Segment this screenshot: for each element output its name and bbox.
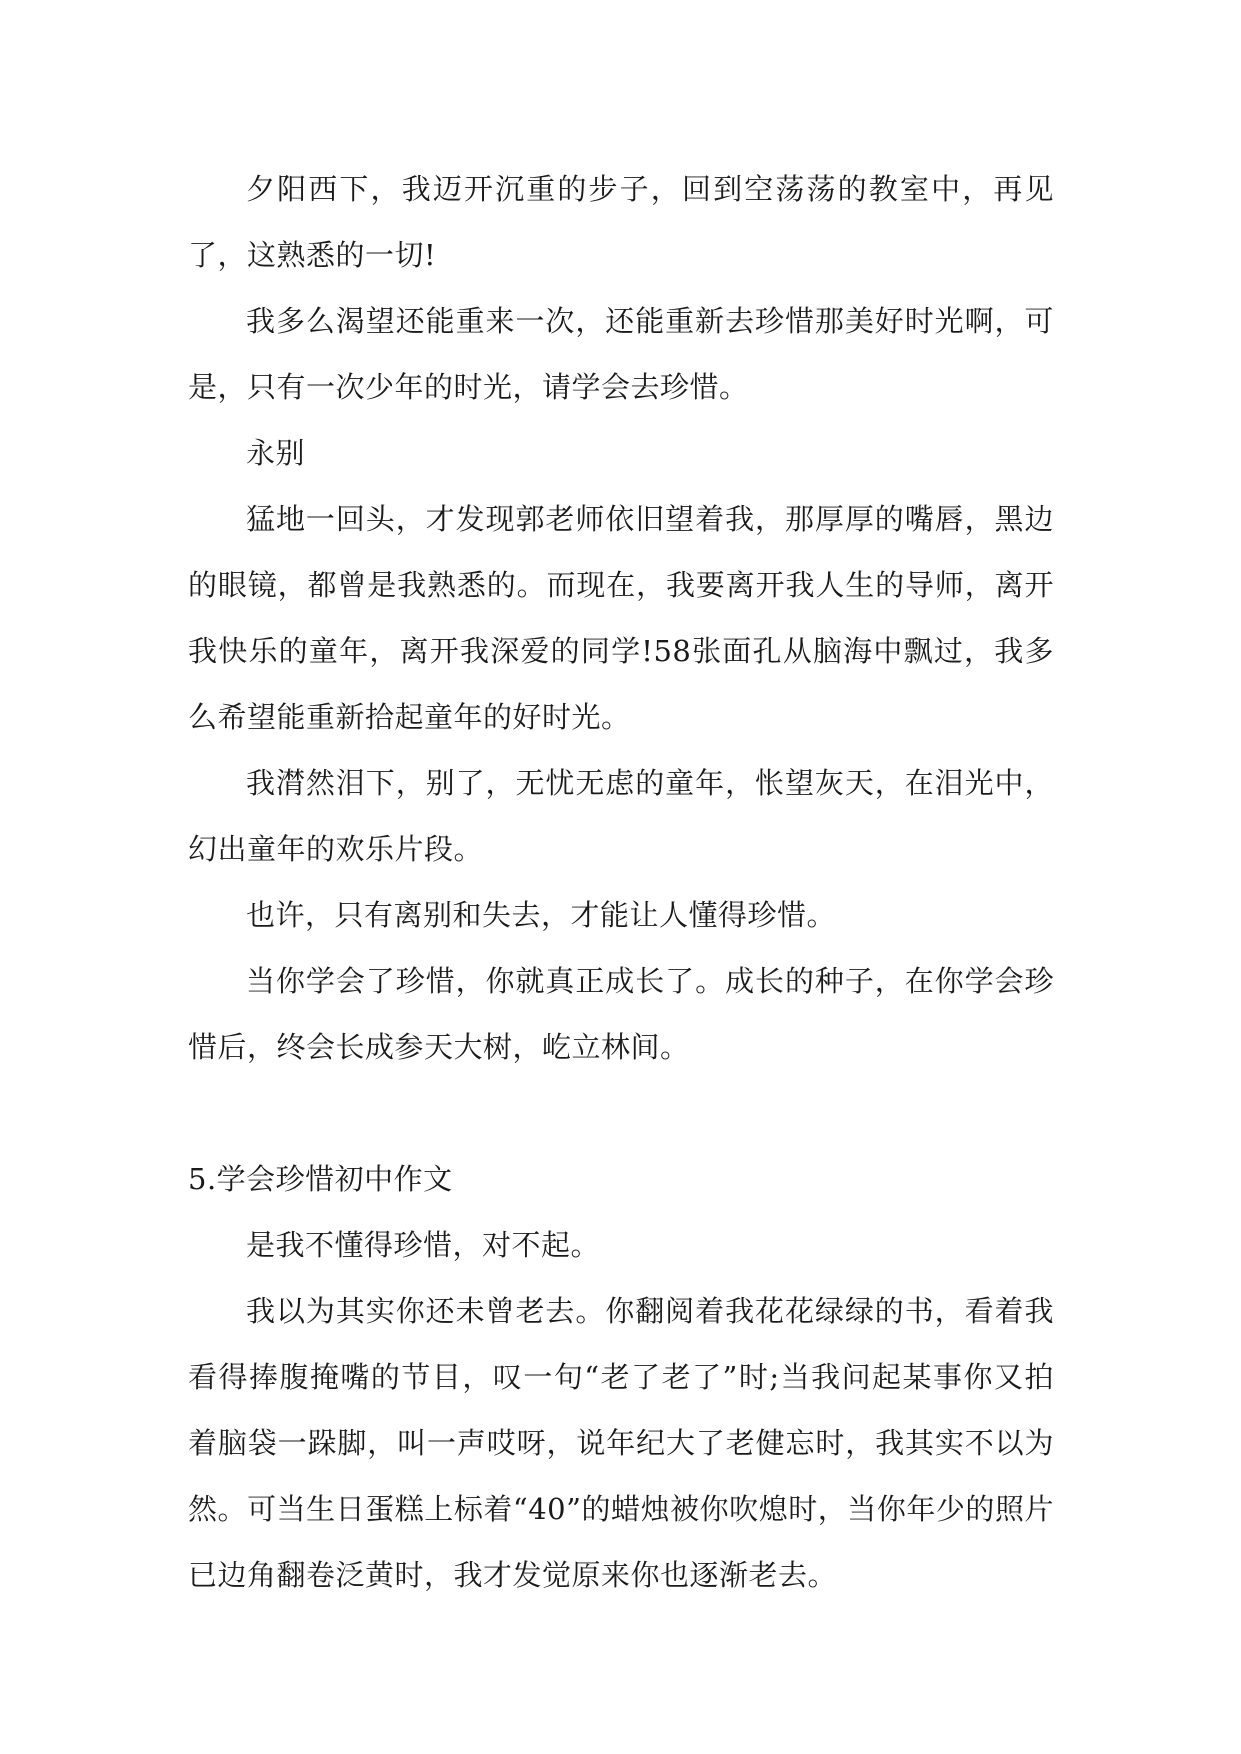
paragraph: 永别 [246,436,306,470]
paragraph: 我多么渴望还能重来一次，还能重新去珍惜那美好时光啊，可是，只有一次少年的时光，请学会去珍惜。 [188,304,1054,404]
section-heading: 5.学会珍惜初中作文 [188,1162,453,1196]
document-body [188,156,1054,1608]
paragraph: 是我不懂得珍惜，对不起。 [246,1228,601,1262]
paragraph: 也许，只有离别和失去，才能让人懂得珍惜。 [246,898,837,932]
paragraph: 夕阳西下，我迈开沉重的步子，回到空荡荡的教室中，再见了，这熟悉的一切! [188,172,1054,272]
section-spacer [188,1080,1054,1146]
paragraph: 猛地一回头，才发现郭老师依旧望着我，那厚厚的嘴唇，黑边的眼镜，都曾是我熟悉的。而现在，我要离开我人生的导师，离开我快乐的童年，离开我深爱的同学!58张面孔从脑海中飘过，我多么希望能重新拾起童年的好时光。 [188,502,1054,734]
paragraph: 我以为其实你还未曾老去。你翻阅着我花花绿绿的书，看着我看得捧腹掩嘴的节目，叹一句“老了老了”时;当我问起某事你又拍着脑袋一跺脚，叫一声哎呀，说年纪大了老健忘时，我其实不以为然。可当生日蛋糕上标着“40”的蜡烛被你吹熄时，当你年少的照片已边角翻卷泛黄时，我才发觉原来你也逐渐老去。 [188,1294,1054,1592]
paragraph: 当你学会了珍惜，你就真正成长了。成长的种子，在你学会珍惜后，终会长成参天大树，屹立林间。 [188,964,1054,1064]
paragraph: 我潸然泪下，别了，无忧无虑的童年，怅望灰天，在泪光中，幻出童年的欢乐片段。 [188,766,1054,866]
